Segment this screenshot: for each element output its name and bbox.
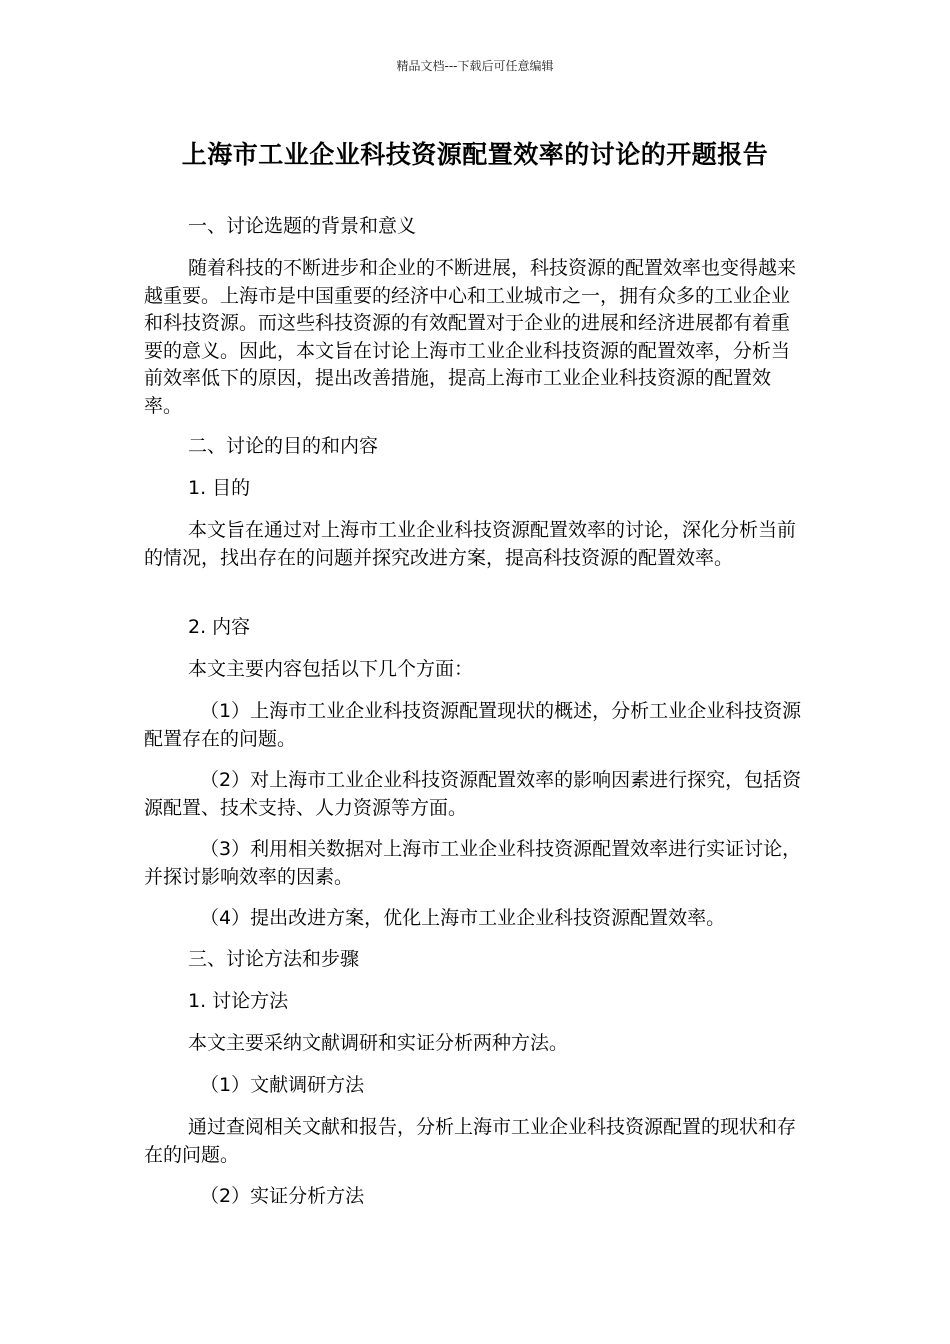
paragraph-purpose: 本文旨在通过对上海市工业企业科技资源配置效率的讨论，深化分析当前的情况，找出存在的问题并探究改进方案，提高科技资源的配置效率。: [144, 519, 797, 569]
subheading-content: 2. 内容: [188, 616, 251, 638]
document-title: 上海市工业企业科技资源配置效率的讨论的开题报告: [181, 140, 769, 169]
section-heading-3: 三、讨论方法和步骤: [188, 948, 360, 970]
paragraph-background: 随着科技的不断进步和企业的不断进展，科技资源的配置效率也变得越来越重要。上海市是中国重要的经济中心和工业城市之一，拥有众多的工业企业和科技资源。而这些科技资源的有效配置对于企业的进展和经济进展都有着重要的意义。因此，本文旨在讨论上海市工业企业科技资源的配置效率，分析当前效率低下的原因，提出改善措施，提高上海市工业企业科技资源的配置效率。: [144, 257, 797, 417]
list-item: （3）利用相关数据对上海市工业企业科技资源配置效率进行实证讨论，并探讨影响效率的因素。: [144, 838, 802, 888]
subheading-purpose: 1. 目的: [188, 477, 251, 499]
list-item: （2）对上海市工业企业科技资源配置效率的影响因素进行探究，包括资源配置、技术支持、人力资源等方面。: [144, 769, 802, 819]
list-item: （4）提出改进方案，优化上海市工业企业科技资源配置效率。: [200, 907, 726, 929]
list-item: （1）文献调研方法: [200, 1074, 365, 1096]
paragraph-literature: 通过查阅相关文献和报告，分析上海市工业企业科技资源配置的现状和存在的问题。: [144, 1116, 797, 1166]
list-item: （2）实证分析方法: [200, 1185, 365, 1207]
paragraph-method: 本文主要采纳文献调研和实证分析两种方法。: [188, 1032, 569, 1054]
section-heading-2: 二、讨论的目的和内容: [188, 435, 379, 457]
paragraph-content-intro: 本文主要内容包括以下几个方面：: [188, 658, 474, 680]
subheading-method: 1. 讨论方法: [188, 990, 289, 1012]
list-item: （1）上海市工业企业科技资源配置现状的概述，分析工业企业科技资源配置存在的问题。: [144, 700, 802, 750]
section-heading-1: 一、讨论选题的背景和意义: [188, 215, 417, 237]
header-note: 精品文档---下载后可任意编辑: [396, 59, 554, 73]
